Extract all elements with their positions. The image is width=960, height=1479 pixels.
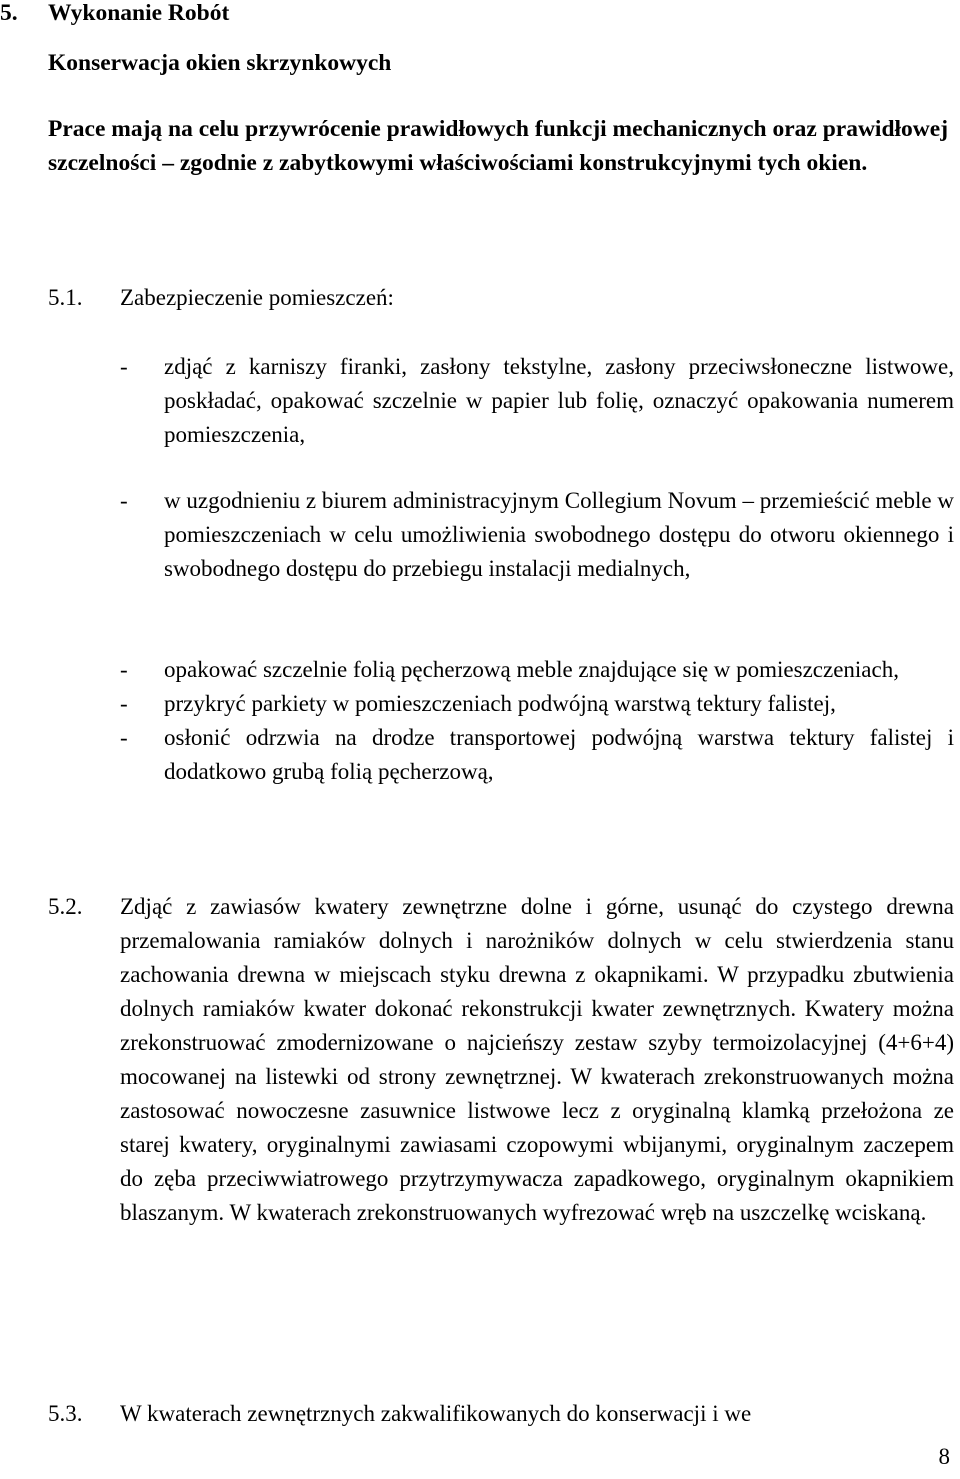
list-item xyxy=(120,350,954,452)
section-number: 5.1. xyxy=(48,285,83,310)
section-5-1 xyxy=(48,281,954,315)
section-number: 5.3. xyxy=(48,1401,83,1426)
list-item-text: w uzgodnieniu z biurem administracyjnym Collegium Novum – przemieścić meble w pomieszczeniach w celu umożliwienia swobodnego dostępu do otworu okiennego i swobodnego dostępu do przebiegu instalacji medialnych, xyxy=(164,488,954,581)
bullet-list-1 xyxy=(120,350,954,586)
bullet-dash: - xyxy=(120,691,128,716)
list-item-text: opakować szczelnie folią pęcherzową meble znajdujące się w pomieszczeniach, xyxy=(164,657,899,682)
list-item xyxy=(120,687,954,721)
intro-paragraph: Prace mają na celu przywrócenie prawidłowych funkcji mechanicznych oraz prawidłowej szczelności – zgodnie z zabytkowymi właściwościami konstrukcyjnymi tych okien. xyxy=(48,116,949,176)
section-text: Zabezpieczenie pomieszczeń: xyxy=(120,285,394,310)
section-heading xyxy=(0,0,229,30)
list-item xyxy=(120,721,954,789)
list-item-text: osłonić odrzwia na drodze transportowej podwójną warstwa tektury falistej i dodatkowo grubą folią pęcherzową, xyxy=(164,725,954,784)
list-item-text: przykryć parkiety w pomieszczeniach podwójną warstwą tektury falistej, xyxy=(164,691,836,716)
section-text: W kwaterach zewnętrznych zakwalifikowanych do konserwacji i we xyxy=(120,1401,752,1426)
bullet-dash: - xyxy=(120,488,128,513)
section-text: Zdjąć z zawiasów kwatery zewnętrzne dolne i górne, usunąć do czystego drewna przemalowania ramiaków dolnych i narożników dolnych w celu stwierdzenia stanu zachowania drewna w miejscach styku drewna z okapnikami. W przypadku zbutwienia dolnych ramiaków kwater dokonać rekonstrukcji kwater zewnętrznych. Kwatery można zrekonstruować zmodernizowane o najcieńszy zestaw szyby termoizolacyjnej (4+6+4) mocowanej na listewki od strony zewnętrznej. W kwaterach zrekonstruowanych można zastosować nowoczesne zasuwnice listwowe lecz z oryginalną klamką przełożona ze starej kwatery, oryginalnymi zawiasami czopowymi wbijanymi, oryginalnym zaczepem do zęba przeciwwiatrowego przytrzymywacza zapadkowego, oryginalnym okapnikiem blaszanym. W kwaterach zrekonstruowanych wyfrezować wręb na uszczelkę wciskaną. xyxy=(120,894,954,1225)
section-heading-title: Wykonanie Robót xyxy=(48,0,230,26)
section-number: 5.2. xyxy=(48,894,83,919)
page-number: 8 xyxy=(938,1444,950,1469)
list-item-text: zdjąć z karniszy firanki, zasłony tekstylne, zasłony przeciwsłoneczne listwowe, poskładać, opakować szczelnie w papier lub folię, oznaczyć opakowania numerem pomieszczenia, xyxy=(164,354,954,447)
bullet-dash: - xyxy=(120,354,128,379)
section-heading-number: 5. xyxy=(0,0,18,26)
bullet-dash: - xyxy=(120,725,128,750)
bullet-list-2 xyxy=(120,653,954,789)
section-5-2 xyxy=(48,890,954,1230)
section-5-3 xyxy=(48,1397,954,1431)
list-item xyxy=(120,653,954,687)
list-item xyxy=(120,484,954,586)
subheading: Konserwacja okien skrzynkowych xyxy=(48,50,392,76)
bullet-dash: - xyxy=(120,657,128,682)
